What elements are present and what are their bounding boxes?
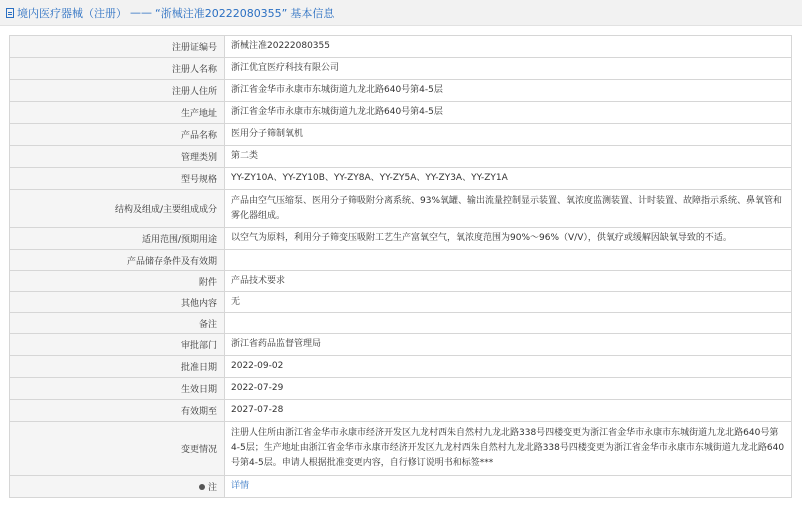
note-label: 注 xyxy=(207,483,217,493)
document-icon xyxy=(6,8,14,18)
header-suffix: 基本信息 xyxy=(290,6,335,20)
table-row xyxy=(10,190,792,228)
row-label: 管理类别 xyxy=(10,146,225,167)
table-row xyxy=(10,250,792,271)
row-label: 注册证编号 xyxy=(10,36,225,57)
row-label: 产品储存条件及有效期 xyxy=(10,250,225,270)
row-value xyxy=(225,313,792,333)
row-value: 2022-07-29 xyxy=(225,378,792,399)
row-label: 批准日期 xyxy=(10,356,225,377)
row-label: 附件 xyxy=(10,271,225,291)
table-row xyxy=(10,168,792,190)
row-value: 医用分子筛制氧机 xyxy=(225,124,792,145)
table-row xyxy=(10,313,792,334)
row-label: 结构及组成/主要组成成分 xyxy=(10,190,225,227)
row-value: 无 xyxy=(225,292,792,312)
row-label: 产品名称 xyxy=(10,124,225,145)
row-value xyxy=(225,250,792,270)
row-value: 产品技术要求 xyxy=(225,271,792,291)
row-value: 浙江优宜医疗科技有限公司 xyxy=(225,58,792,79)
row-value: 浙江省金华市永康市东城街道九龙北路640号第4-5层 xyxy=(225,102,792,123)
info-table xyxy=(9,35,792,498)
header-separator: —— xyxy=(130,6,152,19)
row-label: 生效日期 xyxy=(10,378,225,399)
table-row xyxy=(10,378,792,400)
table-row xyxy=(10,80,792,102)
row-label: 变更情况 xyxy=(10,422,225,475)
row-label: 其他内容 xyxy=(10,292,225,312)
table-row xyxy=(10,102,792,124)
row-value: 2027-07-28 xyxy=(225,400,792,421)
table-row xyxy=(10,271,792,292)
header-category: 境内医疗器械（注册） xyxy=(17,6,127,20)
table-row xyxy=(10,400,792,422)
row-label: 生产地址 xyxy=(10,102,225,123)
header-cert-number: “浙械注准20222080355” xyxy=(155,6,288,20)
table-row xyxy=(10,58,792,80)
row-label: 审批部门 xyxy=(10,334,225,355)
row-label: 注册人名称 xyxy=(10,58,225,79)
row-value: 以空气为原料，利用分子筛变压吸附工艺生产富氧空气，氧浓度范围为90%～96%（V/V），供氧疗或缓解因缺氧导致的不适。 xyxy=(225,228,792,249)
table-row xyxy=(10,476,792,498)
row-label: 注册人住所 xyxy=(10,80,225,101)
row-value xyxy=(225,476,792,497)
row-value: 注册人住所由浙江省金华市永康市经济开发区九龙村西朱自然村九龙北路338号四楼变更为浙江省金华市永康市东城街道九龙北路640号第4-5层；生产地址由浙江省金华市永康市经济开发区九龙村西朱自然村九龙北路338号四楼变更为浙江省金华市永康市东城街道九龙北路640号第4-5层。申请人根据批准变更内容，自行修订说明书和标签*** xyxy=(225,422,792,475)
row-value: 2022-09-02 xyxy=(225,356,792,377)
row-label xyxy=(10,476,225,497)
table-row xyxy=(10,292,792,313)
row-value: YY-ZY10A、YY-ZY10B、YY-ZY8A、YY-ZY5A、YY-ZY3A、YY-ZY1A xyxy=(225,168,792,189)
row-value: 第二类 xyxy=(225,146,792,167)
table-row xyxy=(10,356,792,378)
row-label: 备注 xyxy=(10,313,225,333)
note-icon xyxy=(199,484,205,490)
table-row xyxy=(10,36,792,58)
row-value: 浙江省金华市永康市东城街道九龙北路640号第4-5层 xyxy=(225,80,792,101)
row-label: 适用范围/预期用途 xyxy=(10,228,225,249)
table-row xyxy=(10,228,792,250)
table-row xyxy=(10,334,792,356)
details-link[interactable]: 详情 xyxy=(231,481,250,491)
page-header xyxy=(0,0,802,26)
row-value: 产品由空气压缩泵、医用分子筛吸附分离系统、93%氧罐、输出流量控制显示装置、氧浓度监测装置、计时装置、故障指示系统、鼻氧管和雾化器组成。 xyxy=(225,190,792,227)
row-label: 型号规格 xyxy=(10,168,225,189)
row-value: 浙械注准20222080355 xyxy=(225,36,792,57)
row-value: 浙江省药品监督管理局 xyxy=(225,334,792,355)
table-row xyxy=(10,124,792,146)
table-row xyxy=(10,422,792,476)
table-row xyxy=(10,146,792,168)
row-label: 有效期至 xyxy=(10,400,225,421)
